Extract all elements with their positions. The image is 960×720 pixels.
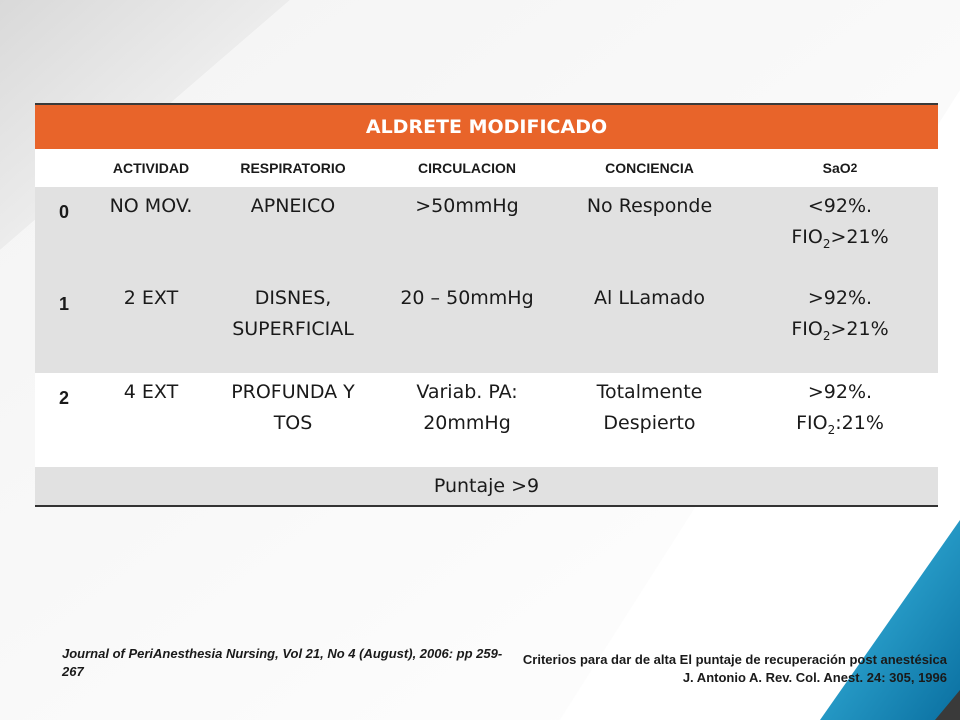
reference-article: Criterios para dar de alta El puntaje de recuperación post anestésica J. Antonio A. Rev. Col. Anest. 24: 305, 1996 (522, 652, 947, 685)
table-row (35, 187, 938, 279)
actividad-cell: 2 EXT (123, 287, 179, 309)
header-conciencia: CONCIENCIA (605, 160, 694, 176)
fio-label: FIO (791, 318, 823, 340)
sao2-line1: <92%. (807, 195, 873, 217)
fio-subscript: 2 (822, 236, 831, 251)
fio-subscript: 2 (827, 422, 836, 437)
header-sao-text: SaO (822, 160, 851, 176)
sao2-cell (742, 187, 938, 279)
respiratorio-cell: APNEICO (250, 195, 336, 217)
table-header-row (35, 149, 938, 187)
score-cell: 1 (58, 294, 69, 314)
header-actividad: ACTIVIDAD (112, 160, 190, 176)
header-empty (35, 149, 93, 187)
actividad-cell: 4 EXT (123, 381, 179, 403)
respiratorio-cell: DISNES, SUPERFICIAL (232, 287, 354, 340)
conciencia-cell: Al LLamado (594, 287, 705, 309)
sao2-line2 (796, 408, 884, 439)
reference-journal: Journal of PeriAnesthesia Nursing, Vol 21, No 4 (August), 2006: pp 259-267 (62, 646, 503, 679)
sao2-cell (742, 279, 938, 373)
table-row (35, 279, 938, 373)
conciencia-cell: Totalmente Despierto (596, 381, 703, 434)
sao2-cell (742, 373, 938, 467)
header-respiratorio: RESPIRATORIO (240, 160, 346, 176)
sao2-line1: >92%. (807, 381, 873, 403)
fio-subscript: 2 (822, 328, 831, 343)
score-cell: 2 (58, 388, 69, 408)
header-circulacion: CIRCULACION (418, 160, 516, 176)
table-footer: Puntaje >9 (35, 467, 938, 505)
score-cell: 0 (58, 202, 69, 222)
table-title: ALDRETE MODIFICADO (35, 103, 938, 149)
circulacion-cell: 20 – 50mmHg (400, 287, 534, 309)
header-sao2: SaO 2 (822, 160, 858, 176)
circulacion-cell: Variab. PA: 20mmHg (416, 381, 518, 434)
fio-label: FIO (796, 412, 828, 434)
fio-value: >21% (830, 226, 889, 248)
aldrete-table (35, 103, 938, 507)
blue-corner-shape (820, 520, 960, 720)
respiratorio-cell: PROFUNDA Y TOS (231, 381, 355, 434)
fio-value: :21% (835, 412, 884, 434)
sao2-line2 (791, 314, 888, 345)
sao2-line2 (791, 222, 888, 253)
conciencia-cell: No Responde (586, 195, 713, 217)
table-row (35, 373, 938, 467)
actividad-cell: NO MOV. (109, 195, 193, 217)
fio-label: FIO (791, 226, 823, 248)
sao2-line1: >92%. (807, 287, 873, 309)
fio-value: >21% (830, 318, 889, 340)
circulacion-cell: >50mmHg (415, 195, 519, 217)
